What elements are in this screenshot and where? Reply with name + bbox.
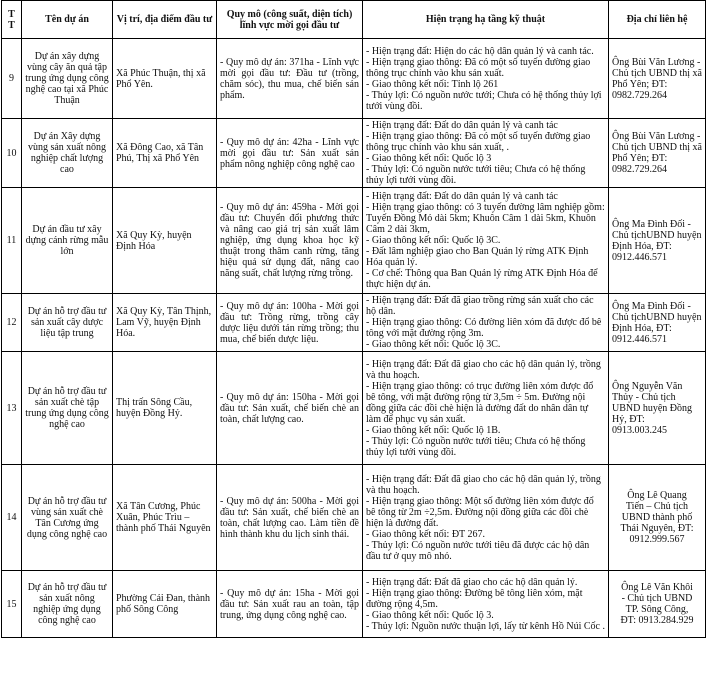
project-name: Dự án hỗ trợ đầu tư vùng sản xuất chè Tân Cương ứng dụng công nghệ cao — [22, 465, 113, 571]
table-row — [2, 39, 706, 119]
infrastructure-line: - Hiện trạng giao thông: có trục đường liên xóm được đổ bê tông, với mặt đường rộng từ 3,5m ÷ 5m. Đường nội đồng giữa các đồi chè hiện là đường đất do nhân dân tự làm để phục vụ sản xuất. — [366, 380, 594, 425]
project-name: Dự án hỗ trợ đầu tư sản xuất chè tập trung ứng dụng công nghệ cao — [22, 352, 113, 465]
project-location: Xã Đông Cao, xã Tân Phú, Thị xã Phổ Yên — [113, 119, 217, 188]
infrastructure-line: - Hiện trạng giao thông: có 3 tuyến đường lâm nghiệp gồm: Tuyến Đồng Mỏ dài 5km; Khuôn Câm 1 dài 5km, Khuôn Câm 2 dài 3km, — [366, 202, 605, 235]
table-row — [2, 465, 706, 571]
infrastructure-line: - Hiện trạng đất: Đất đã giao trồng rừng sản xuất cho các hộ dân. — [366, 295, 594, 317]
infrastructure-status — [363, 465, 609, 571]
contact-line: Ông Bùi Văn Lương - Chủ tịch UBND thị xã Phổ Yên; ĐT: 0982.729.264 — [612, 56, 702, 101]
row-number: 9 — [2, 39, 22, 119]
table-header-row — [2, 1, 706, 39]
header-contact: Địa chỉ liên hệ — [609, 1, 706, 39]
infrastructure-line: - Thủy lợi: Nguồn nước thuận lợi, lấy từ kênh Hồ Núi Cốc . — [366, 620, 605, 632]
contact-info — [609, 352, 706, 465]
project-location: Xã Tân Cương, Phúc Xuân, Phúc Trìu – thành phố Thái Nguyên — [113, 465, 217, 571]
project-location: Phường Cải Đan, thành phố Sông Công — [113, 571, 217, 638]
project-scale: - Quy mô dự án: 15ha - Mời gọi đầu tư: Sản xuất rau an toàn, tập trung, ứng dụng công nghệ cao. — [217, 571, 363, 638]
contact-line: ĐT: 0913.284.929 — [620, 615, 694, 626]
contact-line: Tiến – Chủ tịch — [625, 501, 689, 512]
header-project-name: Tên dự án — [22, 1, 113, 39]
header-location: Vị trí, địa điểm đầu tư — [113, 1, 217, 39]
infrastructure-line: - Đất lâm nghiệp giao cho Ban Quản lý rừng ATK Định Hóa quản lý. — [366, 246, 589, 268]
infrastructure-line: - Giao thông kết nối: ĐT 267. — [366, 528, 485, 540]
contact-info — [609, 294, 706, 352]
infrastructure-line: - Hiện trạng đất: Đất đã giao cho các hộ dân quản lý, trồng và thu hoạch. — [366, 358, 601, 381]
infrastructure-line: - Hiện trạng giao thông: Đường bê tông liên xóm, mặt đường rộng 4,5m. — [366, 587, 583, 610]
contact-info — [609, 119, 706, 188]
infrastructure-line: - Hiện trạng giao thông: Đã có một số tuyến đường giao thông trục chính vào khu sản xuất. — [366, 56, 591, 79]
infrastructure-line: - Thủy lợi: Có nguồn nước tưới tiêu; Chưa có hệ thống thủy lợi tưới vùng đồi. — [366, 164, 586, 186]
infrastructure-status — [363, 119, 609, 188]
contact-line: Ông Lê Văn Khôi — [621, 582, 693, 593]
table-row — [2, 352, 706, 465]
infrastructure-line: - Hiện trạng đất: Đất đã giao cho các hộ dân quản lý. — [366, 576, 578, 588]
contact-info — [609, 571, 706, 638]
project-scale: - Quy mô dự án: 42ha - Lĩnh vực mời gọi đầu tư: Sản xuất sản phẩm nông nghiệp công nghệ cao — [217, 119, 363, 188]
infrastructure-line: - Giao thông kết nối: Tỉnh lộ 261 — [366, 78, 499, 90]
infrastructure-line: - Hiện trạng đất: Đất đã giao cho các hộ dân quản lý, trồng và thu hoạch. — [366, 473, 601, 496]
project-scale: - Quy mô dự án: 150ha - Mời gọi đầu tư: Sản xuất, chế biến chè an toàn, chất lượng cao. — [217, 352, 363, 465]
contact-line: Ông Nguyễn Văn Thủy - Chủ tịch UBND huyện Đồng Hỷ, ĐT: 0913.003.245 — [612, 380, 692, 436]
infrastructure-line: - Thủy lợi: Có nguồn nước tưới; Chưa có hệ thống thủy lợi tưới vùng đồi. — [366, 89, 602, 112]
infrastructure-status — [363, 294, 609, 352]
infrastructure-line: - Giao thông kết nối: Quốc lộ 1B. — [366, 424, 501, 436]
row-number: 10 — [2, 119, 22, 188]
infrastructure-line: - Hiện trạng đất: Đất do dân quản lý và canh tác — [366, 120, 558, 131]
contact-line: - Chủ tịch UBND — [621, 593, 693, 604]
infrastructure-line: - Giao thông kết nối: Quốc lộ 3 — [366, 153, 492, 164]
contact-line: Ông Bùi Văn Lương - Chủ tịch UBND thị xã Phổ Yên; ĐT: 0982.729.264 — [612, 131, 702, 175]
project-name: Dự án đầu tư xây dựng cánh rừng mẫu lớn — [22, 188, 113, 294]
table-body — [2, 39, 706, 638]
contact-info — [609, 39, 706, 119]
row-number: 13 — [2, 352, 22, 465]
infrastructure-line: - Thủy lợi: Có nguồn nước tưới tiêu; Chưa có hệ thống thủy lợi tưới vùng đồi. — [366, 435, 586, 458]
infrastructure-line: - Hiện trạng giao thông: Một số đường liên xóm được đổ bê tông từ 2m ÷2,5m. Đường nội đồng giữa các đồi chè hiện là đường đất. — [366, 495, 594, 529]
infrastructure-line: - Hiện trạng đất: Hiện do các hộ dân quản lý và canh tác. — [366, 45, 594, 57]
infrastructure-line: - Giao thông kết nối: Quốc lộ 3C. — [366, 235, 501, 246]
contact-line: Ông Ma Đình Đối - Chủ tịchUBND huyện Định Hóa, ĐT: 0912.446.571 — [612, 218, 702, 263]
project-name: Dự án hỗ trợ đầu tư sản xuất nông nghiệp ứng dụng công nghệ cao — [22, 571, 113, 638]
infrastructure-line: - Hiện trạng giao thông: Đã có một số tuyến đường giao thông trục chính vào khu sản xuất, . — [366, 131, 591, 153]
infrastructure-line: - Giao thông kết nối: Quốc lộ 3. — [366, 609, 494, 621]
contact-line: Thái Nguyên, ĐT: — [620, 523, 694, 534]
project-location: Xã Quy Kỳ, huyện Định Hóa — [113, 188, 217, 294]
table-row — [2, 571, 706, 638]
investment-projects-table — [1, 0, 706, 638]
project-scale: - Quy mô dự án: 459ha - Mời gọi đầu tư: Chuyển đổi phương thức và nâng cao giá trị sản xuất lâm nghiệp, ứng dụng khoa học kỹ thuật trong thâm canh rừng, tăng hiệu quả sử dụng đất, nâng cao năng suất, chất lượng rừng trồng. — [217, 188, 363, 294]
project-scale: - Quy mô dự án: 100ha - Mời gọi đầu tư: Trồng rừng, trồng cây dược liệu dưới tán rừng trồng; thu mua, chế biến dược liệu. — [217, 294, 363, 352]
row-number: 12 — [2, 294, 22, 352]
table-row — [2, 119, 706, 188]
row-number: 11 — [2, 188, 22, 294]
infrastructure-status — [363, 571, 609, 638]
project-name: Dự án xây dựng vùng cây ăn quả tập trung ứng dụng công nghệ cao tại xã Phúc Thuận — [22, 39, 113, 119]
contact-info — [609, 465, 706, 571]
infrastructure-line: - Cơ chế: Thông qua Ban Quản lý rừng ATK Định Hóa để thực hiện dự án. — [366, 268, 598, 290]
contact-line: UBND thành phố — [621, 512, 693, 523]
project-name: Dự án Xây dựng vùng sản xuất nông nghiệp chất lượng cao — [22, 119, 113, 188]
project-name: Dự án hỗ trợ đầu tư sản xuất cây dược liệu tập trung — [22, 294, 113, 352]
infrastructure-status — [363, 188, 609, 294]
contact-info — [609, 188, 706, 294]
project-location: Xã Phúc Thuận, thị xã Phổ Yên. — [113, 39, 217, 119]
row-number: 14 — [2, 465, 22, 571]
infrastructure-status — [363, 352, 609, 465]
infrastructure-line: - Hiện trạng đất: Đất do dân quản lý và canh tác — [366, 191, 558, 202]
row-number: 15 — [2, 571, 22, 638]
infrastructure-line: - Giao thông kết nối: Quốc lộ 3C. — [366, 339, 501, 350]
header-scale: Quy mô (công suất, diện tích) lĩnh vực mời gọi đầu tư — [217, 1, 363, 39]
project-scale: - Quy mô dự án: 500ha - Mời gọi đầu tư: Sản xuất, chế biến chè an toàn, chất lượng cao. Làm tiền đề hình thành khu du lịch sinh thái. — [217, 465, 363, 571]
project-location: Xã Quy Kỳ, Tân Thịnh, Lam Vỹ, huyện Định Hóa. — [113, 294, 217, 352]
project-location: Thị trấn Sông Cầu, huyện Đồng Hỷ. — [113, 352, 217, 465]
infrastructure-line: - Hiện trạng giao thông: Có đường liên xóm đã được đổ bê tông với mặt đường rộng 3m. — [366, 317, 602, 339]
contact-line: Ông Ma Đình Đối - Chủ tịchUBND huyện Định Hóa, ĐT: 0912.446.571 — [612, 300, 702, 345]
contact-line: 0912.999.567 — [629, 534, 685, 545]
infrastructure-status — [363, 39, 609, 119]
contact-line: Ông Lê Quang — [627, 490, 687, 501]
project-scale: - Quy mô dự án: 371ha - Lĩnh vực mời gọi đầu tư: Đầu tư (trồng, chăm sóc), thu mua, chế biến sản phẩm. — [217, 39, 363, 119]
header-tt: TT — [2, 1, 22, 39]
header-infrastructure: Hiện trạng hạ tầng kỹ thuật — [363, 1, 609, 39]
infrastructure-line: - Thủy lợi: Có nguồn nước tưới tiêu đã được các hộ dân đầu tư ở quy mô nhỏ. — [366, 539, 590, 562]
contact-line: TP. Sông Công, — [625, 604, 689, 615]
table-row — [2, 294, 706, 352]
table-row — [2, 188, 706, 294]
